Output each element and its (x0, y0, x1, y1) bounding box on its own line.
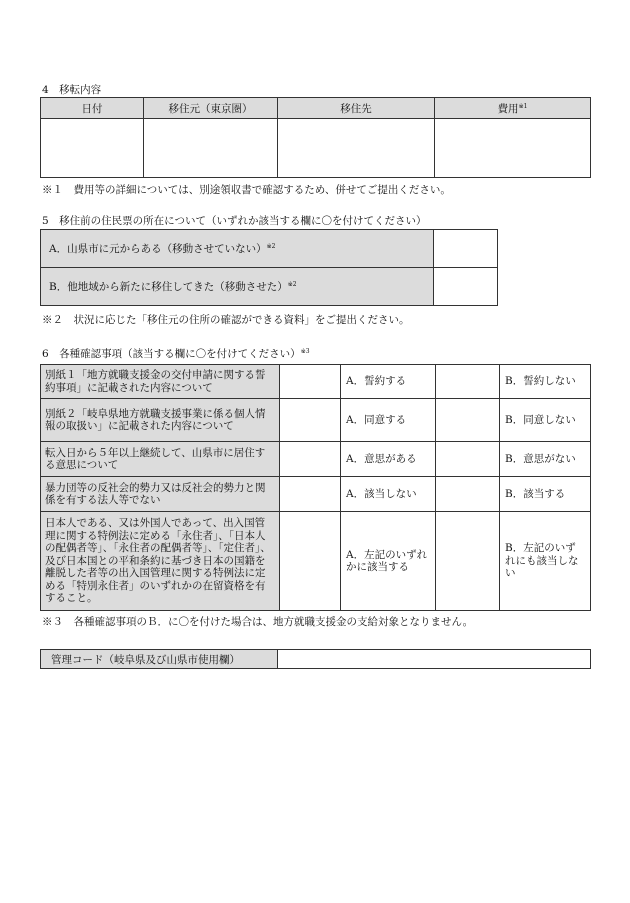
confirm-item-4: 暴力団等の反社会的勢力又は反社会的勢力と関係を有する法人等でない (41, 477, 280, 512)
section5-heading: 5 移住前の住民票の所在について（いずれか該当する欄に〇を付けてください） (42, 215, 427, 227)
residence-option-b-mark-box[interactable] (434, 268, 498, 306)
confirm-5-option-a: A．左記のいずれかに該当する (341, 512, 436, 611)
col-destination-header: 移住先 (278, 98, 435, 119)
confirm-1-option-b: B．誓約しない (500, 365, 591, 399)
transfer-details-table (40, 97, 591, 178)
fee-cell[interactable] (435, 119, 591, 178)
col-fee-header: 費用$^{※1}$ (435, 98, 591, 119)
confirm-4-option-a: A．該当しない (341, 477, 436, 512)
residence-option-b: B．他地域から新たに移住してきた（移動させた）$^{※2}$ (41, 268, 434, 306)
confirm-item-1: 別紙１「地方就職支援金の交付申請に関する誓約事項」に記載された内容について (41, 365, 280, 399)
management-code-field[interactable] (278, 650, 591, 669)
confirm-item-3: 転入日から５年以上継続して、山県市に居住する意思について (41, 442, 280, 477)
section6-note: ※３ 各種確認事項のＢ．に〇を付けた場合は、地方就職支援金の支給対象となりません。 (42, 616, 474, 628)
confirm-2-a-box[interactable] (280, 399, 341, 442)
confirm-item-2: 別紙２「岐阜県地方就職支援事業に係る個人情報の取扱い」に記載された内容について (41, 399, 280, 442)
confirm-1-a-box[interactable] (280, 365, 341, 399)
management-code-label: 管理コード（岐阜県及び山県市使用欄） (41, 650, 278, 669)
residence-table (40, 229, 498, 306)
destination-cell[interactable] (278, 119, 435, 178)
confirm-2-option-b: B．同意しない (500, 399, 591, 442)
confirm-4-option-b: B．該当する (500, 477, 591, 512)
section4-heading: 4 移転内容 (42, 84, 102, 96)
confirmation-table (40, 364, 591, 611)
confirm-1-b-box[interactable] (436, 365, 500, 399)
section4-note: ※１ 費用等の詳細については、別途領収書で確認するため、併せてご提出ください。 (42, 184, 451, 196)
management-code-table (40, 649, 591, 669)
confirm-4-a-box[interactable] (280, 477, 341, 512)
confirm-1-option-a: A．誓約する (341, 365, 436, 399)
confirm-5-a-box[interactable] (280, 512, 341, 611)
section6-note-mark: ※3 (300, 348, 310, 355)
residence-option-a: A．山県市に元からある（移動させていない）$^{※2}$ (41, 230, 434, 268)
fee-note-mark: ※1 (518, 102, 528, 110)
confirm-item-5: 日本人である、又は外国人であって、出入国管理に関する特例法に定める「永住者」、「日本人の配偶者等」、「永住者の配偶者等」、「定住者」、及び日本国との平和条約に基づき日本の国籍を離脱した者等の出入国管理に関する特例法に定める「特別永住者」のいずれかの在留資格を有すること。 (41, 512, 280, 611)
confirm-3-b-box[interactable] (436, 442, 500, 477)
origin-cell[interactable] (144, 119, 278, 178)
confirm-2-option-a: A．同意する (341, 399, 436, 442)
confirm-4-b-box[interactable] (436, 477, 500, 512)
residence-option-a-mark-box[interactable] (434, 230, 498, 268)
confirm-5-option-b: B．左記のいずれにも該当しない (500, 512, 591, 611)
date-cell[interactable] (41, 119, 144, 178)
confirm-2-b-box[interactable] (436, 399, 500, 442)
confirm-3-option-a: A．意思がある (341, 442, 436, 477)
section5-note: ※２ 状況に応じた「移住元の住所の確認ができる資料」をご提出ください。 (42, 314, 410, 326)
col-origin-header: 移住元（東京圏） (144, 98, 278, 119)
confirm-3-a-box[interactable] (280, 442, 341, 477)
confirm-5-b-box[interactable] (436, 512, 500, 611)
section6-heading: 6 各種確認事項（該当する欄に〇を付けてください）$^{※3}$ (42, 348, 310, 360)
confirm-3-option-b: B．意思がない (500, 442, 591, 477)
col-date-header: 日付 (41, 98, 144, 119)
